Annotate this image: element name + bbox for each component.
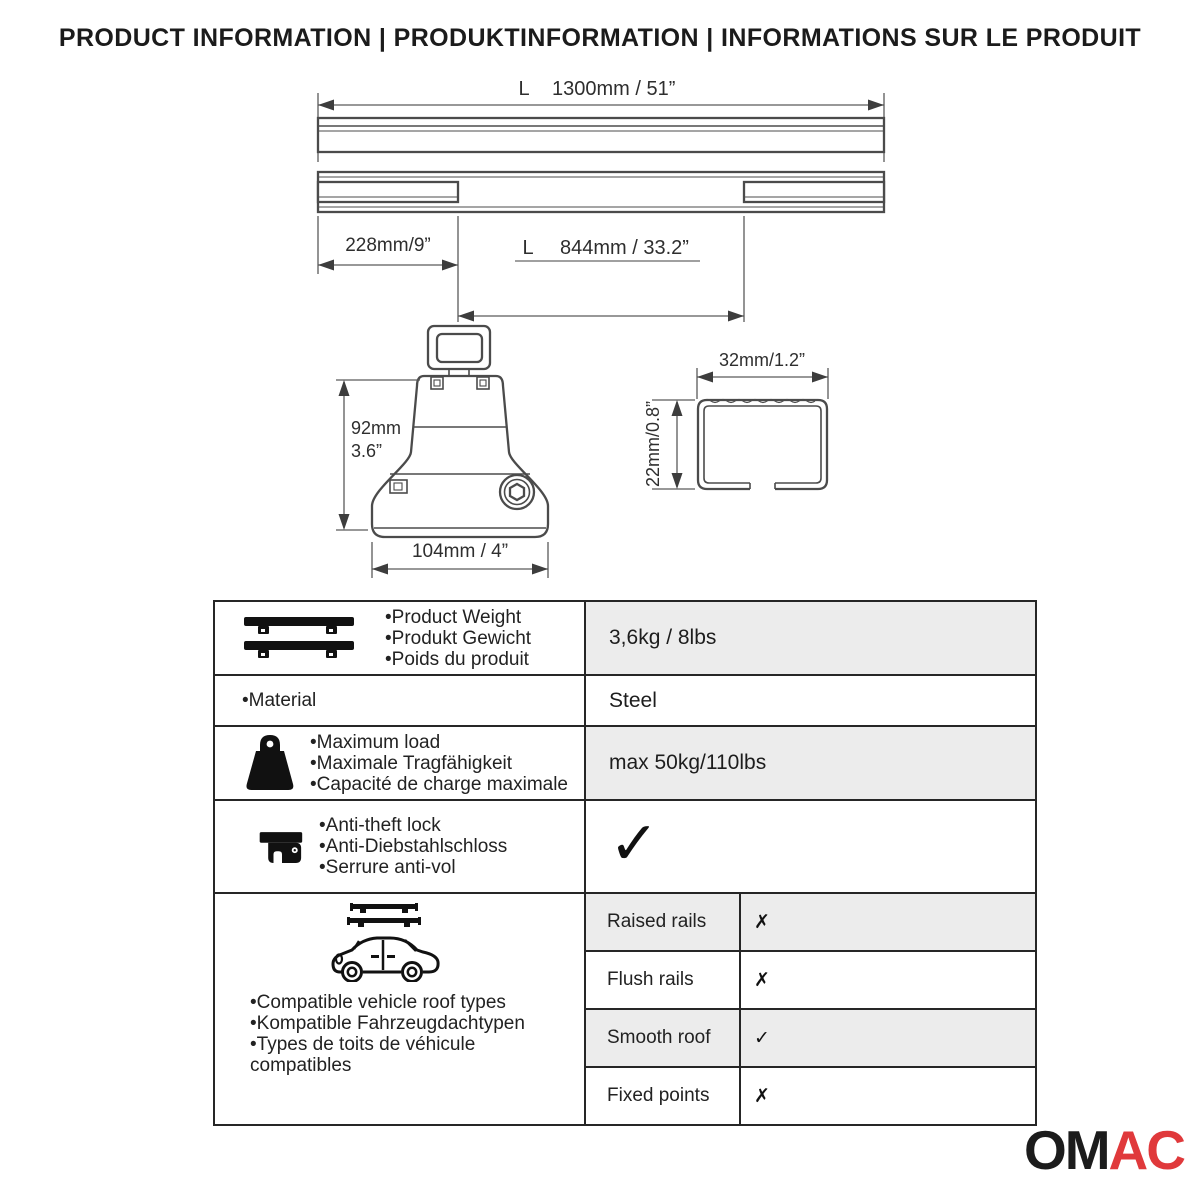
brand-logo xyxy=(1023,1119,1184,1181)
anti-theft-label-cell xyxy=(215,801,584,892)
subrow-raised-rails: Raised rails ✗ xyxy=(586,894,1035,950)
svg-text:92mm: 92mm xyxy=(351,418,402,438)
svg-text:228mm/9”: 228mm/9” xyxy=(345,235,431,256)
profile-drawing xyxy=(643,350,828,489)
material-value: Steel xyxy=(584,676,1035,725)
weight-icon xyxy=(244,734,296,792)
check-mark: ✓ xyxy=(739,1010,1035,1066)
roof-types-label-cell xyxy=(215,894,584,1124)
check-mark: ✓ xyxy=(609,808,660,879)
subrow-fixed-points: Fixed points ✗ xyxy=(586,1066,1035,1124)
dimension-end-offset xyxy=(318,216,744,322)
car-roof-rack-icon xyxy=(330,902,444,987)
cross-mark: ✗ xyxy=(739,952,1035,1008)
table-row-weight xyxy=(215,602,1035,674)
table-row-material xyxy=(215,674,1035,725)
crossbar-assembled-drawing xyxy=(318,172,884,212)
svg-text:1300mm / 51”: 1300mm / 51” xyxy=(552,78,676,100)
cross-mark: ✗ xyxy=(739,894,1035,950)
svg-text:104mm / 4”: 104mm / 4” xyxy=(411,541,509,562)
page-title: PRODUCT INFORMATION | PRODUKTINFORMATION | INFORMATIONS SUR LE PRODUIT xyxy=(58,24,1142,52)
svg-text:22mm/0.8”: 22mm/0.8” xyxy=(643,400,663,488)
crossbar-drawing xyxy=(318,118,884,152)
svg-text:L: L xyxy=(518,78,530,100)
anti-theft-labels: •Anti-theft lock •Anti-Diebstahlschloss •Serrure anti-vol xyxy=(319,815,508,878)
roof-types-labels: •Compatible vehicle roof types •Kompatible Fahrzeugdachtypen •Types de toits de véhicule compatibles xyxy=(250,992,525,1076)
svg-text:32mm/1.2”: 32mm/1.2” xyxy=(718,350,806,370)
material-label-cell: •Material xyxy=(242,690,317,711)
svg-text:L: L xyxy=(522,237,534,259)
weight-value: 3,6kg / 8lbs xyxy=(584,602,1035,674)
lock-icon xyxy=(255,830,309,864)
cross-mark: ✗ xyxy=(739,1068,1035,1124)
anti-theft-value xyxy=(584,801,1035,892)
table-row-max-load xyxy=(215,725,1035,799)
max-load-label-cell xyxy=(215,727,584,799)
dimension-span-length xyxy=(458,237,744,322)
weight-label-cell xyxy=(215,602,584,674)
roof-types-subtable xyxy=(584,894,1035,1124)
weight-labels: •Product Weight •Produkt Gewicht •Poids du produit xyxy=(385,606,532,670)
max-load-labels: •Maximum load •Maximale Tragfähigkeit •Capacité de charge maximale xyxy=(310,731,569,795)
max-load-value: max 50kg/110lbs xyxy=(584,727,1035,799)
table-row-roof-types xyxy=(215,892,1035,1124)
brand-logo-red: AC xyxy=(1108,1119,1184,1181)
subrow-flush-rails: Flush rails ✗ xyxy=(586,950,1035,1008)
brand-logo-black: OM xyxy=(1023,1119,1109,1181)
spec-table xyxy=(213,600,1037,1126)
table-row-anti-theft xyxy=(215,799,1035,892)
svg-text:844mm / 33.2”: 844mm / 33.2” xyxy=(560,237,689,259)
dimension-foot-width xyxy=(372,541,548,578)
subrow-smooth-roof: Smooth roof ✓ xyxy=(586,1008,1035,1066)
roof-bars-icon xyxy=(242,616,357,660)
svg-text:3.6”: 3.6” xyxy=(351,441,383,461)
